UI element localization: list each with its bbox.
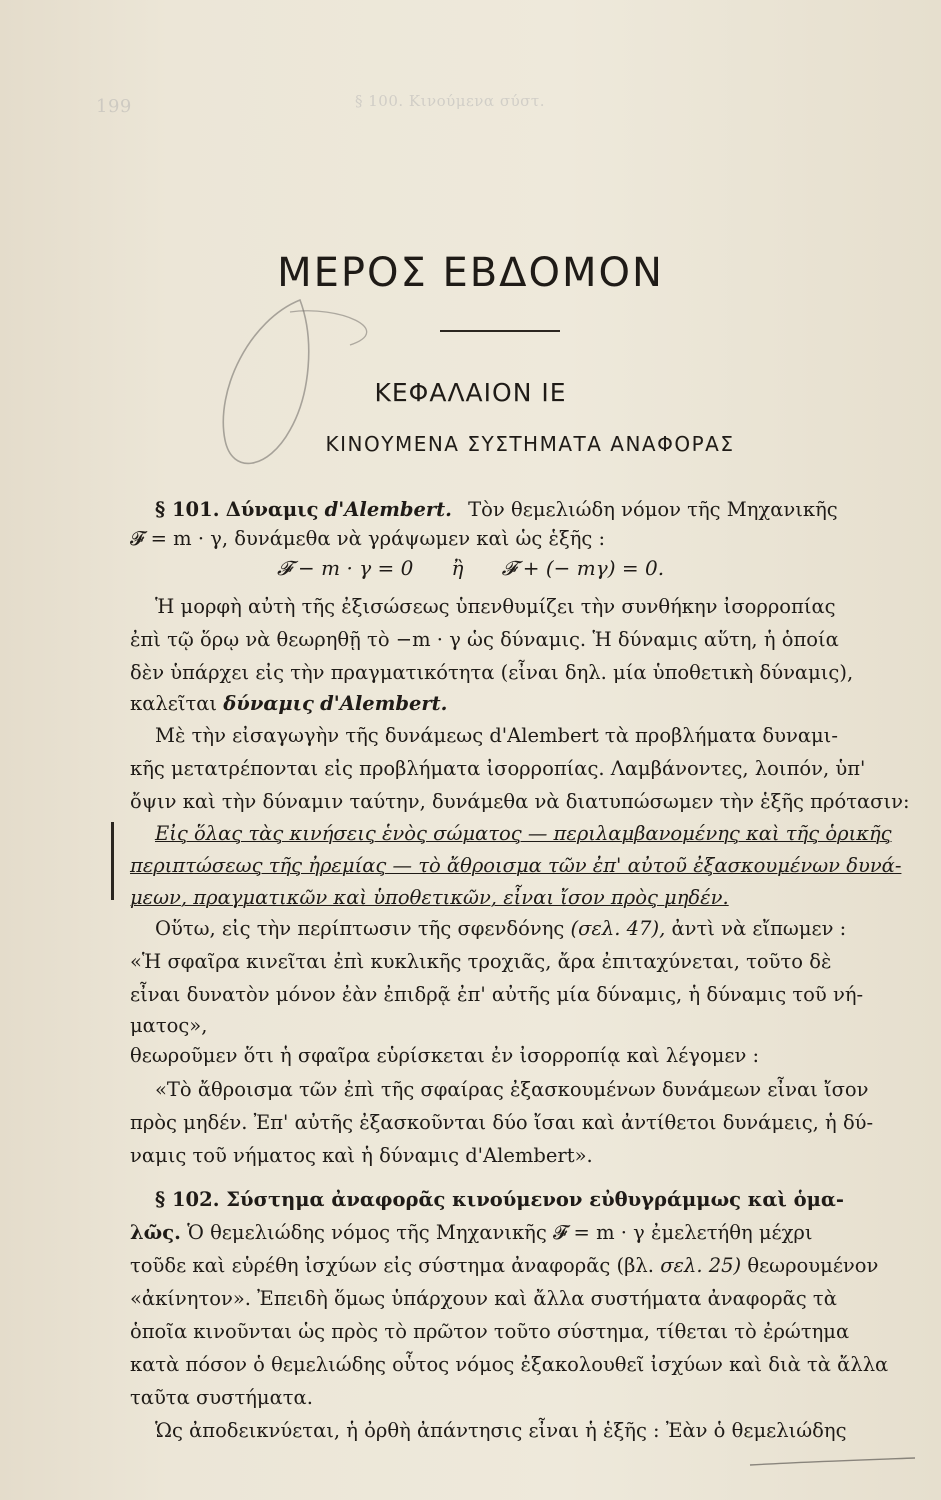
text-span: ἀντὶ νὰ εἴπωμεν : (671, 917, 847, 940)
ghost-page-number: 199 (96, 96, 132, 117)
text-line: ὄψιν καὶ τὴν δύναμιν ταύτην, δυνάμεθα νὰ διατυπώσωμεν τὴν ἑξῆς πρότασιν: (130, 790, 910, 813)
text-line: θεωροῦμεν ὅτι ἡ σφαῖρα εὑρίσκεται ἐν ἰσορροπίᾳ καὶ λέγομεν : (130, 1044, 760, 1067)
text-line: Ἡ μορφὴ αὐτὴ τῆς ἐξισώσεως ὑπενθυμίζει τὴν συνθήκην ἰσορροπίας (155, 595, 836, 618)
equation: 𝓕 − m · γ = 0 ἢ 𝓕 + (− mγ) = 0. (276, 556, 665, 580)
page-reference: (σελ. 47), (570, 917, 666, 940)
text-line: πρὸς μηδέν. Ἐπ' αὐτῆς ἐξασκοῦνται δύο ἴσαι καὶ ἀντίθετοι δυνάμεις, ἡ δύ- (130, 1111, 874, 1134)
text-line: ναμις τοῦ νήματος καὶ ἡ δύναμις d'Alembert». (130, 1144, 593, 1167)
ghost-running-header: § 100. Κινούμενα σύστ. (355, 92, 545, 110)
text-line: ματος», (130, 1014, 208, 1037)
part-title: ΜΕΡΟΣ ΕΒΔΟΜΟΝ (277, 250, 664, 296)
section-101-heading (155, 500, 935, 520)
text-line: εἶναι δυνατὸν μόνον ἐὰν ἐπιδρᾷ ἐπ' αὐτῆς μία δύναμις, ἡ δύναμις τοῦ νή- (130, 983, 864, 1006)
text-span: τοῦδε καὶ εὑρέθη ἰσχύων εἰς σύστημα ἀναφορᾶς (βλ. (130, 1254, 654, 1277)
text-span: Οὕτω, εἰς τὴν περίπτωσιν τῆς σφενδόνης (155, 917, 565, 940)
section-title-name: d'Alembert. (324, 498, 452, 521)
text-line: «Τὸ ἄθροισμα τῶν ἐπὶ τῆς σφαίρας ἐξασκουμένων δυνάμεων εἶναι ἴσον (155, 1078, 869, 1101)
text-line: ταῦτα συστήματα. (130, 1386, 313, 1409)
emphasis-line: περιπτώσεως τῆς ἠρεμίας — τὸ ἄθροισμα τῶν ἐπ' αὐτοῦ ἐξασκουμένων δυνά- (130, 854, 902, 877)
page-reference: σελ. 25) (660, 1254, 742, 1277)
text-line: 𝓕 = m · γ, δυνάμεθα νὰ γράψωμεν καὶ ὡς ἑξῆς : (130, 527, 606, 550)
text-line: Ὡς ἀποδεικνύεται, ἡ ὀρθὴ ἀπάντησις εἶναι ἡ ἑξῆς : Ἐὰν ὁ θεμελιώδης (155, 1419, 847, 1442)
emphasis-line: Εἰς ὅλας τὰς κινήσεις ἑνὸς σώματος — περιλαμβανομένης καὶ τῆς ὁρικῆς (155, 822, 892, 845)
text-span: καλεῖται (130, 692, 218, 715)
section-102-heading: § 102. Σύστημα ἀναφορᾶς κινούμενον εὐθυγράμμως καὶ ὁμα- (155, 1188, 845, 1211)
section-number: § 101. (155, 498, 220, 521)
chapter-subtitle: ΚΙΝΟΥΜΕΝΑ ΣΥΣΤΗΜΑΤΑ ΑΝΑΦΟΡΑΣ (325, 432, 735, 456)
chapter-title: ΚΕΦΑΛΑΙΟΝ ΙΕ (374, 378, 567, 407)
text-line: ἐπὶ τῷ ὅρῳ νὰ θεωρηθῇ τὸ −m · γ ὡς δύναμις. Ἡ δύναμις αὕτη, ἡ ὁποία (130, 628, 839, 651)
text-line: Τὸν θεμελιώδη νόμον τῆς Μηχανικῆς (468, 498, 838, 521)
text-line (130, 1223, 910, 1243)
text-span: θεωρουμένον (747, 1254, 879, 1277)
term-name: d'Alembert. (320, 692, 448, 715)
text-line: «ἀκίνητον». Ἐπειδὴ ὅμως ὑπάρχουν καὶ ἄλλα συστήματα ἀναφορᾶς τὰ (130, 1287, 837, 1310)
title-divider (440, 330, 560, 332)
text-line: «Ἡ σφαῖρα κινεῖται ἐπὶ κυκλικῆς τροχιᾶς, ἄρα ἐπιταχύνεται, τοῦτο δὲ (130, 950, 832, 973)
text-line (130, 1256, 910, 1276)
section-heading-end: λῶς. (130, 1221, 181, 1244)
section-title: Δύναμις (225, 498, 319, 521)
text-line: κατὰ πόσον ὁ θεμελιώδης οὗτος νόμος ἐξακολουθεῖ ἰσχύων καὶ διὰ τὰ ἄλλα (130, 1353, 889, 1376)
text-line: δὲν ὑπάρχει εἰς τὴν πραγματικότητα (εἶναι δηλ. μία ὑποθετικὴ δύναμις), (130, 661, 854, 684)
margin-mark (111, 822, 114, 900)
text-line (155, 919, 935, 939)
text-line: ὁποῖα κινοῦνται ὡς πρὸς τὸ πρῶτον τοῦτο σύστημα, τίθεται τὸ ἐρώτημα (130, 1320, 850, 1343)
emphasis-line: μεων, πραγματικῶν καὶ ὑποθετικῶν, εἶναι ἴσον πρὸς μηδέν. (130, 886, 729, 909)
text-line (130, 694, 910, 714)
text-line: Μὲ τὴν εἰσαγωγὴν τῆς δυνάμεως d'Alembert τὰ προβλήματα δυναμι- (155, 724, 838, 747)
term-bold: δύναμις (223, 692, 314, 715)
text-line: κῆς μετατρέπονται εἰς προβλήματα ἰσορροπίας. Λαμβάνοντες, λοιπόν, ὑπ' (130, 757, 866, 780)
text-span: Ὁ θεμελιώδης νόμος τῆς Μηχανικῆς 𝓕 = m · γ ἐμελετήθη μέχρι (187, 1221, 813, 1244)
